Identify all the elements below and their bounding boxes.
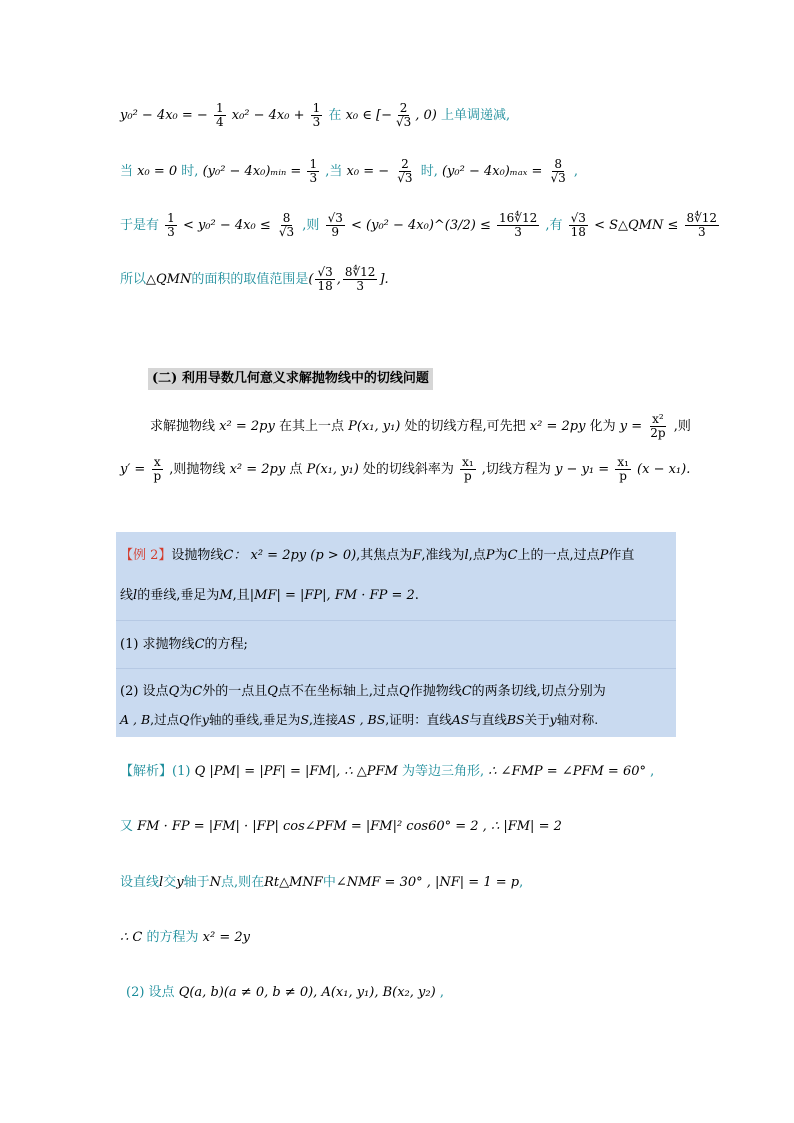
text: 轴于 (183, 875, 210, 890)
text: 为 (179, 684, 193, 699)
math-expression: , (336, 272, 341, 287)
fraction: $\frac{\text{x₁}}{p}$ (617, 455, 629, 483)
math-expression: S (300, 712, 310, 727)
math-expression: x₀² − 4x₀ + (231, 108, 305, 123)
math-expression: P(x₁, y₁) (348, 419, 401, 434)
text: (1) 求抛物线 (120, 637, 195, 652)
text: 求解抛物线 (150, 419, 216, 434)
text: ,则 (673, 419, 691, 434)
math-expression: ]. (379, 272, 389, 287)
example-label: 【例 2】 (120, 548, 172, 563)
text: (2) 设点 (120, 684, 169, 699)
math-expression: C： x² = 2py (p > 0) (223, 548, 357, 563)
text: 外的一点且 (202, 684, 268, 699)
text: 为 (494, 548, 508, 563)
text: 关于 (524, 712, 550, 727)
text: 轴对称. (556, 712, 599, 727)
text: 又 (120, 819, 134, 834)
example-question-2-line-2 (120, 710, 598, 730)
fraction: $\frac{8}{√3}$ (278, 211, 295, 239)
math-expression: P (485, 548, 495, 563)
math-expression: < S△QMN ≤ (594, 218, 679, 233)
text: , (519, 875, 524, 890)
math-expression: x² = 2py (529, 419, 586, 434)
text: ,证明：直线 (385, 712, 452, 727)
text: ,有 (545, 218, 563, 233)
text: ,准线为 (421, 548, 465, 563)
fraction: $\frac{8}{√3}$ (550, 157, 566, 185)
text: 处的切线斜率为 (362, 462, 454, 477)
text: 线 (120, 588, 134, 603)
text: ,点 (468, 548, 486, 563)
divider (116, 668, 676, 669)
section-heading: (二) 利用导数几何意义求解抛物线中的切线问题 (148, 368, 433, 390)
math-expression: F (412, 548, 422, 563)
math-expression: C (192, 684, 203, 699)
text: . (414, 588, 419, 603)
math-expression: FM · FP = |FM| · |FP| cos∠PFM = |FM|² cos60° = 2 , ∴ |FM| = 2 (137, 819, 562, 834)
text: 作抛物线 (409, 684, 462, 699)
math-expression: BS (506, 712, 525, 727)
math-expression: P(x₁, y₁) (306, 462, 359, 477)
math-expression: x₀ ∈ [− (345, 108, 392, 123)
math-expression: y (176, 875, 184, 890)
intro-paragraph-line-2 (120, 456, 690, 483)
fraction: $\frac{1}{3}$ (309, 157, 318, 185)
intro-paragraph-line-1 (150, 413, 691, 440)
solution-line-3 (120, 212, 721, 239)
math-expression: x₀ = 0 (137, 164, 178, 179)
text: 时, (181, 164, 199, 179)
math-expression: |MF| = |FP|, FM · FP = 2 (249, 588, 415, 603)
fraction: $\frac{x}{p}$ (153, 455, 162, 483)
fraction: $\frac{1}{3}$ (167, 211, 175, 239)
math-expression: AS (451, 712, 470, 727)
math-expression: (y₀² − 4x₀)ₘₐₓ = (441, 164, 543, 179)
fraction: $\frac{1}{3}$ (312, 101, 321, 129)
math-expression: AS , BS (338, 712, 386, 727)
text: , (650, 764, 655, 779)
math-expression: Q (179, 712, 190, 727)
text: 时, (420, 164, 438, 179)
solution-line-1 (120, 102, 510, 129)
text: 轴的垂线,垂足为 (208, 712, 301, 727)
text: ,则 (302, 218, 320, 233)
text: 作直 (608, 548, 635, 563)
fraction: $\frac{\text{x²}}{2p}$ (650, 412, 666, 440)
math-expression: y (549, 712, 557, 727)
fraction: $\frac{16∜12}{3}$ (499, 211, 538, 239)
text: , (573, 164, 579, 179)
text: 的面积的取值范围是 (191, 272, 309, 287)
math-expression: l (133, 588, 138, 603)
math-expression: ₀² − 4x₀ = − (127, 108, 208, 123)
text: 点 (289, 462, 303, 477)
text: 设抛物线 (171, 548, 224, 563)
text: , (439, 985, 444, 1000)
math-expression: (x − x₁). (637, 462, 691, 477)
text: 处的切线方程,可先把 (404, 419, 526, 434)
math-expression: Q (267, 684, 278, 699)
math-expression: Rt△MNF (264, 875, 323, 890)
text: 在其上一点 (278, 419, 344, 434)
fraction: $\frac{2}{√3}$ (397, 157, 413, 185)
text: ,切线方程为 (481, 462, 551, 477)
math-expression: Q (399, 684, 410, 699)
math-expression: ∴ C (120, 930, 143, 945)
fraction: $\frac{1}{4}$ (215, 101, 224, 129)
text: ,过点 (150, 712, 180, 727)
text: 上单调递减, (441, 108, 511, 123)
text: ,连接 (309, 712, 338, 727)
text: 交 (163, 875, 177, 890)
solution-label: 【解析】(1) (120, 764, 191, 779)
example-question-2-line-1 (120, 682, 606, 702)
example-line-2 (120, 586, 419, 606)
solution-part1-line-4 (120, 928, 250, 948)
divider (116, 620, 676, 621)
text: 的方程; (204, 637, 248, 652)
math-expression: Q(a, b)(a ≠ 0, b ≠ 0), A(x₁, y₁), B(x₂, y₂) (178, 985, 436, 1000)
text: 点,则在 (220, 875, 265, 890)
fraction: $\frac{√3}{18}$ (570, 211, 586, 239)
math-expression: A , B (120, 712, 151, 727)
math-expression: Q |PM| = |PF| = |FM|, ∴ △PFM (194, 764, 398, 779)
solution-part2-line-1 (126, 983, 444, 1003)
math-expression: C (507, 548, 518, 563)
math-expression: x² = 2y (202, 930, 250, 945)
text: 中 (322, 875, 336, 890)
math-expression: < (y₀² − 4x₀)^(3/2) ≤ (351, 218, 491, 233)
text: 当 (120, 164, 134, 179)
math-expression: ∠NMF = 30° , |NF| = 1 = p (335, 875, 520, 890)
math-expression: l (159, 875, 164, 890)
text: ,其焦点为 (356, 548, 413, 563)
text: 的方程为 (146, 930, 199, 945)
text: 的两条切线,切点分别为 (471, 684, 606, 699)
solution-part1-line-2 (120, 817, 562, 837)
math-expression: (y₀² − 4x₀)ₘᵢₙ = (202, 164, 302, 179)
math-expression: M (219, 588, 233, 603)
solution-line-4 (120, 266, 389, 293)
text: 上的一点,过点 (517, 548, 600, 563)
math-expression: Q (168, 684, 180, 699)
math-expression: ∴ ∠FMP = ∠PFM = 60° (488, 764, 646, 779)
text: 在 (328, 108, 342, 123)
math-expression: y − y₁ = (555, 462, 610, 477)
math-expression: < y₀² − 4x₀ ≤ (182, 218, 271, 233)
math-expression: y′ = (120, 462, 146, 477)
text: 于是有 (120, 218, 160, 233)
example-line-1 (120, 546, 634, 566)
solution-line-2 (120, 158, 578, 185)
text: 的垂线,垂足为 (137, 588, 220, 603)
math-expression: P (599, 548, 609, 563)
text: 设直线 (120, 875, 160, 890)
text: (2) 设点 (126, 985, 175, 1000)
math-expression: y (201, 712, 209, 727)
math-expression: C (461, 684, 472, 699)
text: 作 (189, 712, 202, 727)
text: ,当 (325, 164, 343, 179)
math-expression: y = (619, 419, 643, 434)
solution-part1-line-1 (120, 762, 654, 782)
text: 点不在坐标轴上,过点 (277, 684, 400, 699)
solution-part1-line-3 (120, 873, 523, 893)
math-expression: △QMN (146, 272, 192, 287)
text: 为等边三角形, (402, 764, 485, 779)
math-expression: C (194, 637, 205, 652)
text: ,则抛物线 (169, 462, 226, 477)
text: 所以 (120, 272, 147, 287)
math-expression: ( (308, 272, 314, 287)
math-expression: , 0) (415, 108, 437, 123)
fraction: $\frac{\text{x₁}}{p}$ (462, 455, 474, 483)
math-expression: x₀ = − (346, 164, 390, 179)
math-expression: x² = 2py (229, 462, 286, 477)
fraction: $\frac{8∜12}{3}$ (686, 211, 718, 239)
text: ,且 (232, 588, 250, 603)
fraction: $\frac{8∜12}{3}$ (344, 265, 376, 293)
math-expression: l (464, 548, 469, 563)
text: 与直线 (469, 712, 507, 727)
example-question-1 (120, 635, 248, 655)
fraction: $\frac{√3}{9}$ (327, 211, 343, 239)
text: 化为 (589, 419, 616, 434)
fraction: $\frac{2}{√3}$ (395, 101, 412, 129)
math-expression: N (209, 875, 221, 890)
math-expression: x² = 2py (219, 419, 275, 434)
fraction: $\frac{√3}{18}$ (317, 265, 333, 293)
math-expression: y (120, 108, 128, 123)
